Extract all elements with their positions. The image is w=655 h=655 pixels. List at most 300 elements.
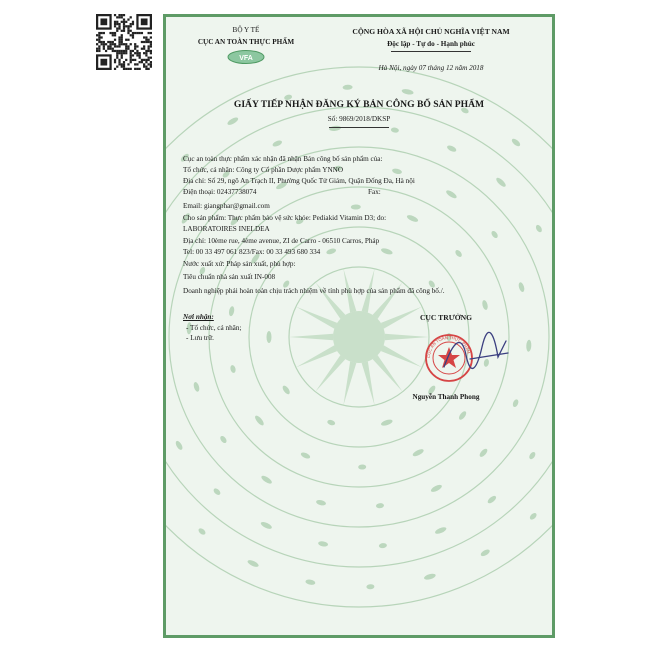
qr-module bbox=[132, 23, 134, 25]
qr-module bbox=[123, 68, 125, 70]
qr-module bbox=[141, 48, 143, 50]
qr-module bbox=[109, 32, 111, 34]
motto-underline bbox=[391, 51, 471, 52]
qr-module bbox=[123, 14, 125, 16]
qr-module bbox=[150, 43, 152, 45]
qr-module bbox=[143, 66, 145, 68]
qr-module bbox=[103, 32, 105, 34]
qr-module bbox=[132, 21, 134, 23]
qr-module bbox=[121, 41, 123, 43]
qr-module bbox=[118, 27, 120, 29]
ministry-name: BỘ Y TẾ bbox=[232, 26, 260, 34]
qr-module bbox=[145, 66, 147, 68]
qr-module bbox=[121, 43, 123, 45]
qr-module bbox=[121, 16, 123, 18]
qr-module bbox=[145, 36, 147, 38]
body-line-5: Email: giangphar@gmail.com bbox=[183, 202, 270, 210]
qr-module bbox=[150, 50, 152, 52]
qr-module bbox=[132, 36, 134, 38]
qr-module bbox=[123, 30, 125, 32]
qr-module bbox=[141, 59, 143, 61]
qr-module bbox=[118, 61, 120, 63]
qr-module bbox=[116, 66, 118, 68]
document-title: GIẤY TIẾP NHẬN ĐĂNG KÝ BẢN CÔNG BỐ SẢN PHẨM bbox=[233, 99, 485, 110]
recipient-item-2: - Lưu trữ. bbox=[186, 334, 214, 342]
qr-module bbox=[98, 50, 100, 52]
drum-figure bbox=[535, 224, 543, 233]
qr-module bbox=[132, 32, 134, 34]
qr-module bbox=[98, 41, 100, 43]
drum-figure bbox=[260, 474, 273, 485]
body-line-8: Địa chỉ: 10ème rue, 4ème avenue, ZI de Carro - 06510 Carros, Pháp bbox=[183, 237, 380, 245]
drum-figure bbox=[480, 548, 491, 557]
qr-module bbox=[143, 48, 145, 50]
signer-name: Nguyễn Thanh Phong bbox=[412, 393, 480, 401]
drum-figure bbox=[327, 419, 336, 426]
drum-figure bbox=[380, 418, 393, 426]
drum-figure bbox=[193, 381, 201, 392]
qr-module bbox=[116, 16, 118, 18]
drum-ray bbox=[385, 334, 429, 340]
qr-module bbox=[125, 59, 127, 61]
qr-module bbox=[123, 66, 125, 68]
qr-module bbox=[112, 41, 114, 43]
qr-module bbox=[127, 18, 129, 20]
qr-module bbox=[123, 43, 125, 45]
qr-module bbox=[116, 27, 118, 29]
drum-figure bbox=[401, 88, 414, 95]
drum-figure bbox=[267, 331, 272, 343]
qr-module bbox=[118, 52, 120, 54]
qr-module bbox=[109, 45, 111, 47]
qr-module bbox=[150, 32, 152, 34]
agency-name: CỤC AN TOÀN THỰC PHẨM bbox=[197, 38, 295, 46]
qr-module bbox=[130, 68, 132, 70]
qr-module bbox=[116, 54, 118, 56]
qr-module bbox=[143, 41, 145, 43]
qr-module bbox=[100, 32, 102, 34]
qr-module bbox=[121, 30, 123, 32]
qr-module bbox=[118, 36, 120, 38]
qr-module bbox=[114, 21, 116, 23]
drum-figure bbox=[358, 464, 366, 469]
drum-figure bbox=[478, 447, 488, 458]
qr-module bbox=[139, 52, 141, 54]
drum-figure bbox=[342, 85, 352, 91]
qr-module bbox=[130, 57, 132, 59]
drum-figure bbox=[174, 440, 183, 451]
qr-module bbox=[96, 48, 98, 50]
qr-module bbox=[123, 18, 125, 20]
qr-module bbox=[116, 57, 118, 59]
qr-module bbox=[109, 43, 111, 45]
qr-module bbox=[139, 61, 141, 63]
country-name: CỘNG HÒA XÃ HỘI CHỦ NGHĨA VIỆT NAM bbox=[352, 27, 510, 36]
body-line-12: Doanh nghiệp phải hoàn toàn chịu trách nhiệm về tính phù hợp của sản phẩm đã công bố./. bbox=[183, 287, 445, 295]
qr-module bbox=[148, 45, 150, 47]
drum-ray bbox=[289, 334, 333, 340]
drum-ray bbox=[373, 355, 403, 392]
drum-figure bbox=[281, 384, 291, 395]
qr-module bbox=[132, 54, 134, 56]
qr-module bbox=[121, 63, 123, 65]
qr-module bbox=[143, 52, 145, 54]
drum-figure bbox=[445, 189, 458, 200]
qr-module bbox=[148, 39, 150, 41]
drum-figure bbox=[316, 499, 327, 506]
qr-module bbox=[114, 61, 116, 63]
qr-module bbox=[139, 54, 141, 56]
qr-module bbox=[136, 52, 138, 54]
qr-module bbox=[116, 30, 118, 32]
drum-figure bbox=[434, 526, 447, 535]
qr-module bbox=[103, 43, 105, 45]
qr-module bbox=[118, 14, 120, 16]
qr-module bbox=[127, 68, 129, 70]
qr-module bbox=[125, 52, 127, 54]
qr-module bbox=[123, 52, 125, 54]
qr-module bbox=[143, 36, 145, 38]
recipients-label: Nơi nhận: bbox=[183, 313, 214, 321]
drum-ray bbox=[296, 345, 337, 367]
body-line-7: LABORATOIRES INELDEA bbox=[183, 225, 270, 233]
body-line-10: Nước xuất xứ: Pháp sản xuất, phù hợp: bbox=[183, 260, 296, 268]
recipient-item-1: - Tổ chức, cá nhân; bbox=[186, 324, 242, 332]
qr-module bbox=[116, 50, 118, 52]
qr-module bbox=[136, 32, 138, 34]
qr-module bbox=[118, 16, 120, 18]
qr-module bbox=[116, 21, 118, 23]
qr-module bbox=[116, 23, 118, 25]
qr-module bbox=[150, 61, 152, 63]
drum-figure bbox=[391, 127, 400, 133]
qr-module bbox=[105, 43, 107, 45]
qr-module bbox=[103, 48, 105, 50]
drum-figure bbox=[490, 230, 499, 239]
drum-figure bbox=[392, 168, 403, 175]
body-line-6: Cho sản phẩm: Thực phẩm bảo vệ sức khỏe: Pediakid Vitamin D3; do: bbox=[183, 214, 387, 222]
drum-figure bbox=[351, 204, 361, 209]
body-line-2: Tổ chức, cá nhân: Công ty Cổ phần Dược phẩm YNNO bbox=[183, 166, 344, 174]
qr-module bbox=[121, 54, 123, 56]
qr-module bbox=[98, 39, 100, 41]
qr-module bbox=[123, 21, 125, 23]
qr-module bbox=[121, 36, 123, 38]
qr-module bbox=[125, 39, 127, 41]
qr-module bbox=[127, 30, 129, 32]
qr-module bbox=[114, 68, 116, 70]
drum-figure bbox=[260, 521, 273, 531]
drum-figure bbox=[376, 503, 385, 509]
qr-module bbox=[150, 41, 152, 43]
qr-module bbox=[130, 50, 132, 52]
qr-module bbox=[121, 39, 123, 41]
drum-figure bbox=[430, 483, 443, 493]
qr-module bbox=[145, 61, 147, 63]
qr-module bbox=[136, 45, 138, 47]
qr-module bbox=[136, 54, 138, 56]
handwritten-signature bbox=[436, 327, 516, 377]
qr-module bbox=[114, 14, 116, 16]
qr-module bbox=[136, 50, 138, 52]
drum-figure bbox=[197, 527, 206, 536]
drum-figure bbox=[512, 399, 520, 408]
qr-module bbox=[145, 50, 147, 52]
qr-module bbox=[150, 52, 152, 54]
issue-date: Hà Nội, ngày 07 tháng 12 năm 2018 bbox=[378, 64, 484, 72]
qr-module bbox=[118, 25, 120, 27]
qr-module bbox=[125, 68, 127, 70]
qr-module bbox=[148, 48, 150, 50]
drum-figure bbox=[446, 144, 457, 153]
drum-figure bbox=[528, 451, 537, 460]
qr-module bbox=[134, 32, 136, 34]
qr-module bbox=[121, 57, 123, 59]
qr-module bbox=[148, 32, 150, 34]
qr-module bbox=[141, 41, 143, 43]
qr-module bbox=[130, 52, 132, 54]
drum-ray bbox=[315, 355, 345, 392]
qr-module bbox=[125, 21, 127, 23]
qr-module bbox=[107, 45, 109, 47]
qr-module bbox=[127, 63, 129, 65]
qr-module bbox=[114, 43, 116, 45]
drum-figure bbox=[529, 512, 538, 521]
drum-figure bbox=[247, 559, 260, 569]
body-line-3: Địa chỉ: Số 29, ngõ An Trạch II, Phường Quốc Tử Giám, Quận Đống Đa, Hà nội bbox=[183, 177, 415, 185]
qr-module bbox=[145, 54, 147, 56]
qr-module bbox=[114, 34, 116, 36]
qr-module bbox=[150, 36, 152, 38]
drum-ray bbox=[362, 361, 375, 405]
qr-module bbox=[127, 27, 129, 29]
qr-module bbox=[100, 36, 102, 38]
qr-module bbox=[98, 32, 100, 34]
qr-module bbox=[143, 59, 145, 61]
qr-module bbox=[150, 66, 152, 68]
body-line-9: Tel: 00 33 497 061 823/Fax: 00 33 493 680 334 bbox=[183, 248, 321, 256]
drum-figure bbox=[272, 139, 283, 148]
drum-figure bbox=[458, 410, 468, 421]
drum-figure bbox=[380, 247, 393, 255]
qr-module bbox=[103, 41, 105, 43]
qr-module bbox=[100, 41, 102, 43]
qr-module bbox=[107, 41, 109, 43]
qr-module bbox=[130, 54, 132, 56]
body-line-4: Điện thoại: 02437738074 bbox=[183, 188, 257, 196]
qr-module bbox=[121, 50, 123, 52]
qr-module bbox=[98, 34, 100, 36]
vfa-logo-text: VFA bbox=[239, 55, 253, 62]
motto: Độc lập - Tự do - Hạnh phúc bbox=[387, 40, 475, 48]
qr-module bbox=[98, 48, 100, 50]
qr-module bbox=[132, 59, 134, 61]
qr-module bbox=[130, 16, 132, 18]
qr-module bbox=[112, 34, 114, 36]
qr-module bbox=[118, 45, 120, 47]
qr-module bbox=[121, 34, 123, 36]
drum-ray bbox=[343, 361, 356, 405]
qr-module bbox=[123, 25, 125, 27]
body-line-11: Tiêu chuẩn nhà sản xuất IN-008 bbox=[183, 273, 276, 281]
qr-module bbox=[114, 23, 116, 25]
qr-module bbox=[148, 57, 150, 59]
qr-module bbox=[130, 59, 132, 61]
number-underline bbox=[329, 127, 389, 128]
qr-module bbox=[118, 39, 120, 41]
qr-module bbox=[118, 59, 120, 61]
qr-module bbox=[127, 39, 129, 41]
qr-module bbox=[130, 61, 132, 63]
qr-module bbox=[127, 25, 129, 27]
qr-module bbox=[125, 43, 127, 45]
qr-module bbox=[125, 48, 127, 50]
qr-module bbox=[134, 59, 136, 61]
qr-module bbox=[130, 25, 132, 27]
qr-module bbox=[96, 43, 98, 45]
qr-module bbox=[96, 50, 98, 52]
qr-module bbox=[103, 45, 105, 47]
drum-figure bbox=[254, 414, 266, 426]
qr-module bbox=[148, 59, 150, 61]
qr-module bbox=[150, 63, 152, 65]
qr-module bbox=[96, 39, 98, 41]
drum-figure bbox=[326, 247, 337, 255]
qr-module bbox=[143, 45, 145, 47]
qr-module bbox=[123, 63, 125, 65]
qr-module bbox=[125, 50, 127, 52]
qr-module bbox=[136, 68, 138, 70]
qr-module bbox=[150, 45, 152, 47]
drum-ray bbox=[381, 345, 422, 367]
qr-module bbox=[134, 63, 136, 65]
drum-figure bbox=[305, 579, 316, 586]
qr-module bbox=[148, 63, 150, 65]
drum-figure bbox=[423, 573, 436, 581]
qr-module bbox=[121, 21, 123, 23]
qr-module bbox=[114, 39, 116, 41]
drum-figure bbox=[481, 300, 488, 311]
qr-module bbox=[145, 39, 147, 41]
qr-module bbox=[114, 50, 116, 52]
drum-figure bbox=[511, 137, 522, 147]
qr-module bbox=[141, 61, 143, 63]
drum-figure bbox=[454, 249, 463, 258]
qr-module bbox=[136, 63, 138, 65]
qr-module bbox=[98, 45, 100, 47]
qr-module bbox=[145, 68, 147, 70]
qr-module bbox=[130, 34, 132, 36]
qr-module bbox=[143, 63, 145, 65]
qr-module bbox=[127, 48, 129, 50]
qr-module bbox=[145, 59, 147, 61]
qr-module bbox=[139, 68, 141, 70]
qr-module bbox=[132, 50, 134, 52]
vfa-logo bbox=[226, 49, 266, 65]
qr-module bbox=[118, 23, 120, 25]
qr-module bbox=[112, 32, 114, 34]
drum-ray bbox=[296, 307, 337, 329]
qr-module bbox=[96, 34, 98, 36]
qr-module bbox=[116, 45, 118, 47]
qr-module bbox=[118, 43, 120, 45]
qr-module bbox=[130, 23, 132, 25]
qr-module bbox=[98, 36, 100, 38]
qr-module bbox=[123, 23, 125, 25]
seal-text: CỤC AN TOÀN THỰC PHẨM bbox=[425, 334, 472, 359]
qr-module bbox=[125, 45, 127, 47]
qr-module bbox=[123, 61, 125, 63]
drum-figure bbox=[318, 541, 329, 548]
drum-figure bbox=[412, 448, 425, 458]
qr-module bbox=[134, 43, 136, 45]
qr-module bbox=[148, 68, 150, 70]
body-line-fax: Fax: bbox=[368, 188, 381, 196]
signer-role: CỤC TRƯỞNG bbox=[419, 313, 473, 322]
drum-figure bbox=[518, 282, 526, 293]
qr-module bbox=[109, 48, 111, 50]
qr-module bbox=[100, 43, 102, 45]
qr-module bbox=[148, 50, 150, 52]
qr-module bbox=[134, 52, 136, 54]
qr-module bbox=[125, 25, 127, 27]
drum-figure bbox=[495, 176, 507, 188]
qr-module bbox=[127, 45, 129, 47]
qr-module bbox=[139, 32, 141, 34]
qr-module bbox=[123, 27, 125, 29]
qr-module bbox=[105, 50, 107, 52]
qr-module bbox=[134, 68, 136, 70]
qr-module bbox=[141, 32, 143, 34]
qr-module bbox=[139, 57, 141, 59]
drum-figure bbox=[379, 543, 388, 549]
drum-figure bbox=[486, 495, 497, 505]
qr-module bbox=[130, 30, 132, 32]
qr-module bbox=[148, 41, 150, 43]
qr-module bbox=[114, 25, 116, 27]
qr-module bbox=[123, 50, 125, 52]
qr-module bbox=[112, 50, 114, 52]
qr-module bbox=[114, 45, 116, 47]
qr-module bbox=[118, 41, 120, 43]
qr-module bbox=[150, 57, 152, 59]
qr-code bbox=[96, 14, 152, 70]
qr-module bbox=[121, 14, 123, 16]
qr-module bbox=[118, 50, 120, 52]
qr-module bbox=[134, 45, 136, 47]
drum-figure bbox=[366, 584, 374, 589]
qr-module bbox=[116, 52, 118, 54]
qr-module bbox=[145, 52, 147, 54]
qr-module bbox=[112, 43, 114, 45]
qr-module bbox=[118, 63, 120, 65]
drum-figure bbox=[406, 214, 419, 223]
drum-figure bbox=[228, 306, 235, 317]
qr-module bbox=[109, 41, 111, 43]
drum-figure bbox=[230, 365, 237, 374]
document-number: Số: 9869/2018/DKSP bbox=[327, 115, 391, 123]
qr-module bbox=[121, 66, 123, 68]
body-line-1: Cục an toàn thực phẩm xác nhận đã nhận Bản công bố sản phẩm của: bbox=[183, 155, 383, 163]
qr-module bbox=[127, 32, 129, 34]
qr-module bbox=[114, 32, 116, 34]
qr-module bbox=[112, 48, 114, 50]
qr-module bbox=[107, 48, 109, 50]
qr-module bbox=[114, 59, 116, 61]
qr-module bbox=[134, 48, 136, 50]
qr-module bbox=[132, 34, 134, 36]
drum-figure bbox=[212, 487, 221, 496]
